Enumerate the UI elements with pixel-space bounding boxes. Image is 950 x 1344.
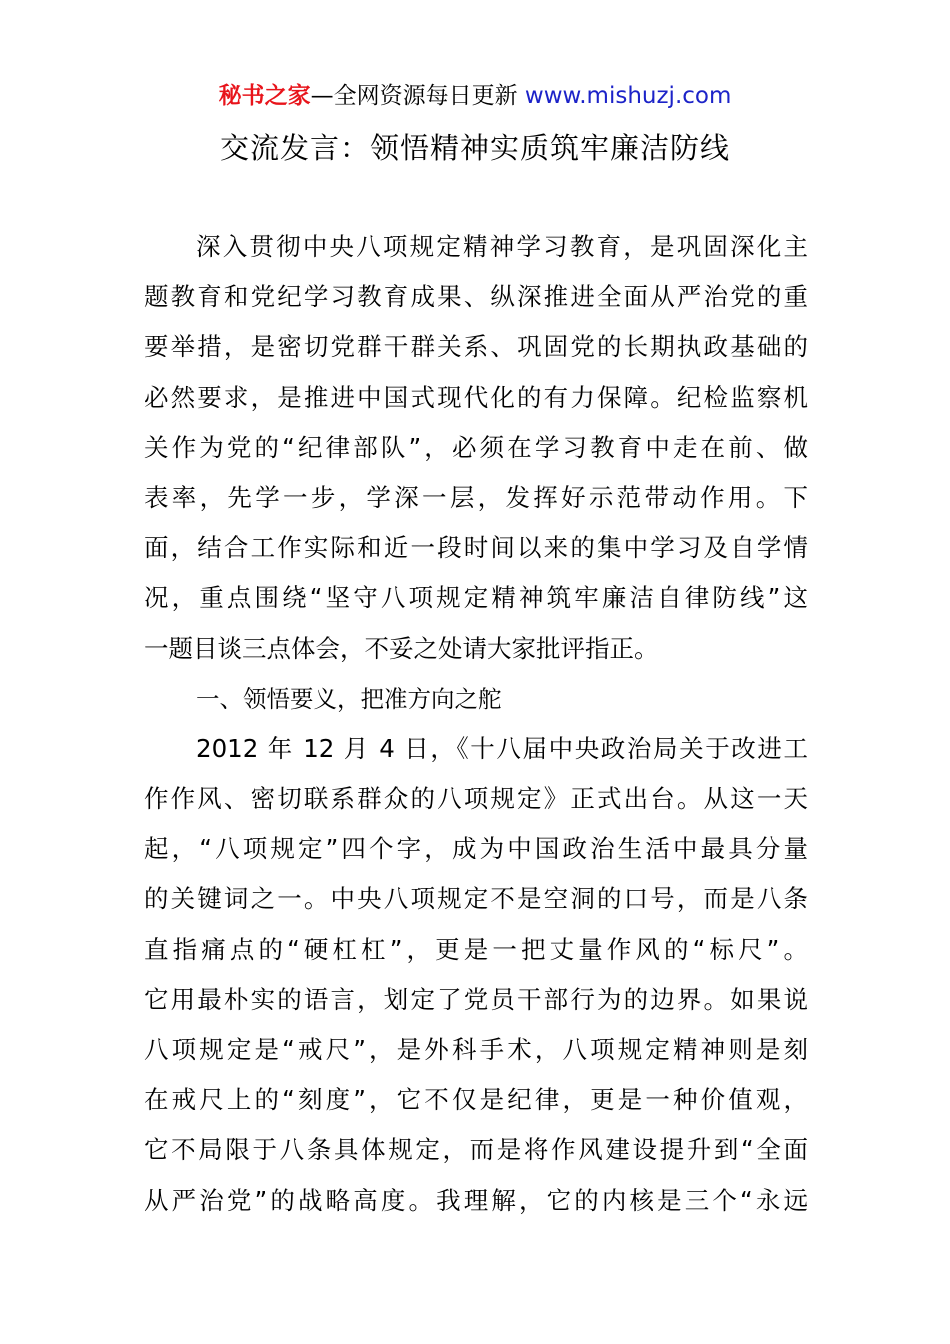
paragraph-line: 八项规定是“戒尺”，是外科手术，八项规定精神则是刻 (144, 1035, 808, 1064)
site-header (0, 80, 950, 112)
document-body (144, 222, 808, 1226)
site-brand: 秘书之家 (218, 83, 311, 109)
paragraph-line: 的关键词之一。中央八项规定不是空洞的口号，而是八条 (144, 884, 808, 914)
paragraph-line: 要举措，是密切党群干群关系、巩固党的长期执政基础的 (144, 332, 808, 362)
paragraph-line: 作作风、密切联系群众的八项规定》正式出台。从这一天 (144, 784, 808, 814)
paragraph-line: 在戒尺上的“刻度”，它不仅是纪律，更是一种价值观， (144, 1085, 808, 1115)
section-heading: 一、领悟要义，把准方向之舵 (196, 684, 502, 713)
paragraph-line: 2012 年 12 月 4 日，《十八届中央政治局关于改进工 (196, 733, 808, 763)
paragraph-line: 起，“八项规定”四个字，成为中国政治生活中最具分量 (144, 834, 808, 864)
paragraph-line: 一题目谈三点体会，不妥之处请大家批评指正。 (144, 633, 659, 663)
paragraph-line: 表率，先学一步，学深一层，发挥好示范带动作用。下 (144, 482, 808, 512)
paragraph-line: 面，结合工作实际和近一段时间以来的集中学习及自学情 (144, 533, 808, 563)
paragraph-line: 题教育和党纪学习教育成果、纵深推进全面从严治党的重 (144, 282, 808, 312)
paragraph-line: 它不局限于八条具体规定，而是将作风建设提升到“全面 (144, 1135, 808, 1165)
paragraph-line: 关作为党的“纪律部队”，必须在学习教育中走在前、做 (144, 432, 808, 462)
paragraph-line: 深入贯彻中央八项规定精神学习教育，是巩固深化主 (196, 232, 808, 261)
paragraph-line: 它用最朴实的语言，划定了党员干部行为的边界。如果说 (144, 984, 808, 1014)
paragraph-line: 况，重点围绕“坚守八项规定精神筑牢廉洁自律防线”这 (144, 583, 808, 613)
paragraph-line: 从严治党”的战略高度。我理解，它的内核是三个“永远 (144, 1185, 808, 1215)
site-url[interactable]: www.mishuzj.com (524, 83, 732, 109)
document-title: 交流发言：领悟精神实质筑牢廉洁防线 (219, 131, 730, 165)
paragraph-line: 必然要求，是推进中国式现代化的有力保障。纪检监察机 (144, 382, 808, 412)
site-tagline: —全网资源每日更新 (310, 83, 525, 109)
paragraph-line: 直指痛点的“硬杠杠”，更是一把丈量作风的“标尺”。 (144, 934, 808, 964)
